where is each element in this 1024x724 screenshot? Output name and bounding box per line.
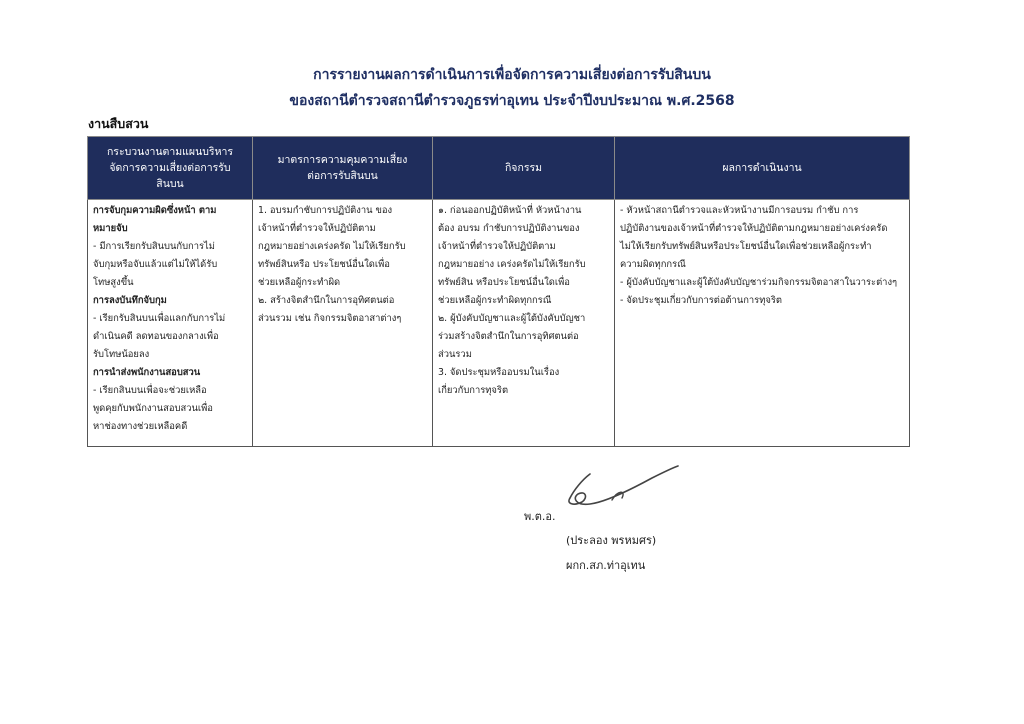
signature-rank: พ.ต.อ. bbox=[524, 510, 556, 523]
cell-text-line: จับกุมหรือจับแล้วแต่ไม่ให้ได้รับ bbox=[93, 259, 218, 270]
cell-text-line: ต้อง อบรม กำชับการปฏิบัติงานของ bbox=[438, 223, 580, 234]
cell-text-line: เจ้าหน้าที่ตำรวจให้ปฏิบัติตาม bbox=[258, 223, 376, 234]
header-results-line: ผลการดำเนินงาน bbox=[722, 162, 802, 174]
cell-text-line: ดำเนินคดี ลดทอนของกลางเพื่อ bbox=[93, 331, 219, 342]
cell-text-line: เจ้าหน้าที่ตำรวจให้ปฏิบัติตาม bbox=[438, 241, 556, 252]
cell-results bbox=[615, 200, 910, 447]
report-title-line-1: การรายงานผลการดำเนินการเพื่อจัดการความเสี่ยงต่อการรับสินบน bbox=[313, 67, 711, 83]
signature-name: (ประลอง พรหมศร) bbox=[566, 534, 657, 547]
header-measures-line: ต่อการรับสินบน bbox=[307, 170, 378, 182]
cell-text-line: ไม่ให้เรียกรับทรัพย์สินหรือประโยชน์อื่นใดเพื่อช่วยเหลือผู้กระทำ bbox=[620, 241, 872, 252]
cell-text-line: ช่วยเหลือผู้กระทำผิด bbox=[258, 277, 341, 288]
cell-text-line: รับโทษน้อยลง bbox=[93, 349, 150, 360]
cell-text-line: - เรียกรับสินบนเพื่อแลกกับการไม่ bbox=[93, 313, 226, 324]
cell-text-line: กฎหมายอย่าง เคร่งครัดไม่ให้เรียกรับ bbox=[438, 259, 586, 270]
cell-text-line: ๒. ผู้บังคับบัญชาและผู้ใต้บังคับบัญชา bbox=[438, 313, 586, 324]
header-process-line: จัดการความเสี่ยงต่อการรับ bbox=[109, 162, 231, 174]
cell-text-line: กฎหมายอย่างเคร่งครัด ไม่ให้เรียกรับ bbox=[258, 241, 406, 252]
cell-text-line: โทษสูงขึ้น bbox=[93, 277, 134, 288]
header-activities-line: กิจกรรม bbox=[504, 162, 543, 174]
cell-text-line: หมายจับ bbox=[93, 223, 128, 234]
header-process bbox=[88, 137, 253, 200]
cell-text-line: 3. จัดประชุมหรืออบรมในเรื่อง bbox=[438, 367, 560, 378]
header-activities bbox=[433, 137, 615, 200]
cell-text-line: ความผิดทุกกรณี bbox=[620, 259, 686, 270]
header-process-line: กระบวนงานตามแผนบริหาร bbox=[106, 146, 234, 158]
header-results bbox=[615, 137, 910, 200]
cell-measures bbox=[253, 200, 433, 447]
cell-text-line: ช่วยเหลือผู้กระทำผิดทุกกรณี bbox=[438, 295, 552, 306]
report-title-line-2: ของสถานีตำรวจสถานีตำรวจภูธรท่าอุเทน ประจำปีงบประมาณ พ.ศ.2568 bbox=[289, 93, 735, 109]
cell-text-line: หาช่องทางช่วยเหลือคดี bbox=[93, 421, 188, 432]
header-measures bbox=[253, 137, 433, 200]
cell-text-line: - หัวหน้าสถานีตำรวจและหัวหน้างานมีการอบรม กำชับ การ bbox=[620, 205, 859, 216]
cell-text-line: การลงบันทึกจับกุม bbox=[93, 295, 167, 306]
cell-text-line: - ผู้บังคับบัญชาและผู้ใต้บังคับบัญชาร่วมกิจกรรมจิตอาสาในวาระต่างๆ bbox=[620, 277, 898, 288]
cell-text-line: ทรัพย์สิน หรือประโยชน์อื่นใดเพื่อ bbox=[438, 277, 570, 288]
risk-report-table bbox=[87, 136, 910, 447]
cell-text-line: เกี่ยวกับการทุจริต bbox=[438, 385, 509, 396]
table-header-row bbox=[88, 137, 910, 200]
cell-text-line: การจับกุมความผิดซึ่งหน้า ตาม bbox=[93, 205, 217, 216]
cell-text-line: ส่วนรวม bbox=[438, 349, 472, 360]
cell-text-line: การนำส่งพนักงานสอบสวน bbox=[93, 367, 201, 378]
cell-text-line: ทรัพย์สินหรือ ประโยชน์อื่นใดเพื่อ bbox=[258, 259, 390, 270]
cell-text-line: ส่วนรวม เช่น กิจกรรมจิตอาสาต่างๆ bbox=[258, 313, 402, 324]
table-row bbox=[88, 200, 910, 447]
header-measures-line: มาตรการความคุมความเสี่ยง bbox=[277, 154, 408, 166]
cell-text-line: ปฏิบัติงานของเจ้าหน้าที่ตำรวจให้ปฏิบัติตามกฎหมายอย่างเคร่งครัด bbox=[620, 223, 888, 234]
header-process-line: สินบน bbox=[156, 178, 184, 190]
cell-text-line: - เรียกสินบนเพื่อจะช่วยเหลือ bbox=[93, 385, 207, 396]
cell-text-line: ร่วมสร้างจิตสำนึกในการอุทิศตนต่อ bbox=[438, 331, 579, 342]
cell-text-line: ๒. สร้างจิตสำนึกในการอุทิศตนต่อ bbox=[258, 295, 395, 306]
cell-activities bbox=[433, 200, 615, 447]
section-heading: งานสืบสวน bbox=[88, 116, 149, 131]
cell-text-line: ๑. ก่อนออกปฏิบัติหน้าที่ หัวหน้างาน bbox=[438, 205, 582, 216]
signature-position: ผกก.สภ.ท่าอุเทน bbox=[566, 559, 646, 572]
cell-text-line: 1. อบรมกำชับการปฏิบัติงาน ของ bbox=[258, 205, 393, 216]
cell-text-line: - มีการเรียกรับสินบนกับการไม่ bbox=[93, 241, 215, 252]
handwritten-signature bbox=[560, 460, 690, 520]
cell-text-line: - จัดประชุมเกี่ยวกับการต่อต้านการทุจริต bbox=[620, 295, 783, 306]
cell-process bbox=[88, 200, 253, 447]
cell-text-line: พูดคุยกับพนักงานสอบสวนเพื่อ bbox=[93, 403, 213, 414]
